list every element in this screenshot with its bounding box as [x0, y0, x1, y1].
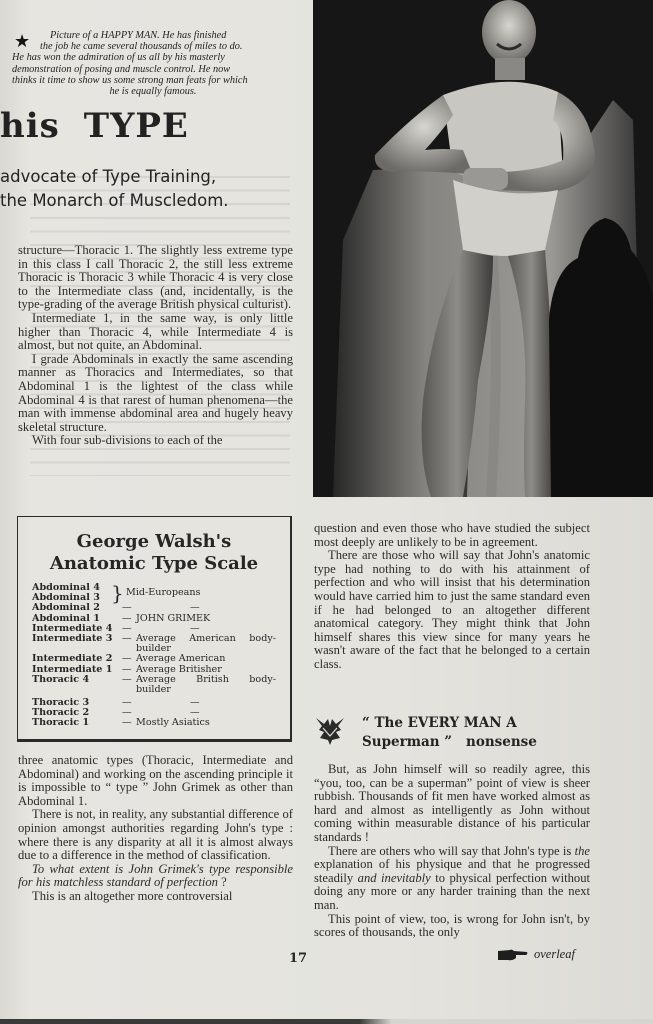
scale-label: Thoracic 4 — [32, 673, 90, 685]
scale-dash: — — [122, 653, 132, 665]
box-title — [18, 531, 290, 575]
question-mark: ? — [217, 875, 227, 890]
paragraph: With four sub-divisions to each of the — [32, 433, 223, 448]
scale-value: JOHN GRIMEK — [136, 612, 211, 624]
paragraph: question and even those who have studied the subject most deeply are unlikely to be in agreement. — [314, 521, 590, 549]
emphasis: the — [574, 843, 590, 858]
column-2-bottom — [314, 763, 590, 940]
scale-dash: — — [122, 602, 132, 614]
scale-row — [32, 718, 282, 728]
caption-line: the job he came several thousands of miles to do. — [40, 41, 243, 53]
anatomic-type-scale-box — [17, 516, 292, 742]
box-title-line-1: George Walsh's — [76, 531, 232, 552]
scale-dash: — — [122, 707, 132, 719]
scale-row — [32, 654, 282, 664]
scale-label: Thoracic 1 — [32, 717, 90, 729]
paragraph: This is an altogether more controversial — [32, 888, 233, 903]
scale-label: Abdominal 2 — [32, 602, 100, 614]
scale-value: — — [190, 697, 200, 709]
scale-dash: — — [122, 622, 132, 634]
caption-line: demonstration of posing and muscle control. He now — [12, 63, 231, 75]
scale-value: — — [190, 602, 200, 614]
emphasis: and inevitably — [357, 870, 431, 885]
paragraph: I grade Abdominals in exactly the same ascending manner as Thoracics and Intermediates, so that Abdominal 1 is the lightest of the class while Abdominal 4 is that rarest of human phenomena—the man with immense abdominal area and hugely heavy skeletal structure. — [18, 351, 293, 434]
scale-label: Abdominal 4 — [32, 582, 100, 593]
column-2-top — [314, 522, 590, 672]
text: to physical perfection without doing any more or any harder training than the next man. — [314, 870, 590, 912]
scale-value: Average American body-builder — [136, 632, 276, 655]
section-heading — [314, 712, 594, 756]
photo-caption — [12, 30, 294, 97]
scale-value: Mid-Europeans — [126, 587, 201, 598]
text: explanation of his physique and that he progressed steadily — [314, 857, 590, 885]
continued-overleaf[interactable] — [498, 947, 575, 962]
scale-row — [32, 675, 282, 695]
paragraph: There is not, in reality, any substantial difference of opinion amongst authorities regarding John's type : where there is any disparity at all it is almost always due to a difference in the method of classification. — [18, 807, 293, 863]
scale-dash: — — [122, 663, 132, 675]
caption-line: Picture of a HAPPY MAN. He has finished — [50, 30, 227, 41]
scale-label: Intermediate 3 — [32, 632, 113, 644]
section-heading-line-2 — [362, 733, 537, 752]
thistle-icon — [314, 716, 346, 746]
headline — [0, 106, 189, 146]
caption-line: He has won the admiration of us all by his masterly — [12, 52, 225, 64]
scale-label: Thoracic 3 — [32, 697, 90, 709]
scale-value: Average Britisher — [136, 663, 222, 675]
scale-value: Average American — [136, 653, 226, 665]
photo-illustration — [313, 0, 653, 497]
scale-dash: — — [122, 612, 132, 624]
scale-dash: — — [122, 673, 132, 685]
pointing-hand-icon — [498, 949, 528, 961]
star-icon: ★ — [14, 31, 31, 51]
page-bottom-edge — [0, 1019, 653, 1024]
text: There are others who will say that John's type is — [328, 843, 575, 858]
caption-line: he is equally famous. — [109, 86, 197, 98]
scale-value: Average British body-builder — [136, 673, 276, 695]
paragraph: There are those who will say that John's anatomic type had nothing to do with his attainment of perfection and who will insist that his determination would have carried him to just the same standard even if he had belonged to an altogether different anatomical category. They might think that John himself shares this view since for many years he wasn't aware of the fact that he belonged to a certain class. — [314, 548, 590, 671]
paragraph — [18, 863, 293, 890]
scale-table — [32, 583, 282, 729]
scale-value: — — [190, 622, 200, 634]
section-heading-line-1: “ The EVERY MAN A — [362, 715, 517, 731]
caption-line: thinks it time to show us some strong man feats for which — [12, 74, 248, 86]
headline-part-2: TYPE — [83, 106, 189, 146]
scale-label: Thoracic 2 — [32, 707, 90, 719]
scale-dash: — — [122, 697, 132, 709]
column-1-top — [18, 244, 293, 448]
photo-of-muscleman — [313, 0, 653, 497]
box-title-line-2: Anatomic Type Scale — [49, 553, 259, 574]
paragraph: But, as John himself will so readily agree, this “you, too, can be a superman” point of view is sheer rubbish. Thousands of fit men have worked almost as hard and almost as intelligently as John without coming within measurable distance of his particular standards ! — [314, 762, 590, 844]
scale-label: Abdominal 3 — [32, 592, 100, 604]
section-heading-superman: Superman ” — [362, 734, 453, 750]
overleaf-label: overleaf — [534, 947, 575, 961]
column-1-bottom — [18, 754, 293, 904]
page-number: 17 — [289, 951, 308, 966]
scale-value: Mostly Asiatics — [136, 717, 210, 729]
paragraph — [314, 845, 590, 913]
scale-value: — — [190, 707, 200, 719]
scale-label: Abdominal 1 — [32, 612, 100, 624]
subheadline — [0, 165, 229, 213]
subheadline-line-1: advocate of Type Training, — [0, 167, 217, 186]
scale-label: Intermediate 4 — [32, 622, 113, 634]
italic-question: To what extent is John Grimek's type responsible for his matchless standard of perfection — [18, 861, 293, 890]
scale-label: Intermediate 1 — [32, 663, 113, 675]
paragraph: This point of view, too, is wrong for John isn't, by scores of thousands, the only — [314, 911, 590, 940]
scale-dash: — — [122, 632, 132, 644]
paragraph: Intermediate 1, in the same way, is only little higher than Thoracic 4, while Intermediate 4 is almost, but not quite, an Abdominal. — [18, 310, 293, 353]
scale-label: Intermediate 2 — [32, 653, 113, 665]
scale-row — [32, 634, 282, 654]
scale-dash: — — [122, 717, 132, 729]
headline-part-1: his — [0, 106, 60, 146]
subheadline-line-2: the Monarch of Muscledom. — [0, 191, 229, 210]
section-heading-nonsense: nonsense — [466, 734, 537, 750]
paragraph: three anatomic types (Thoracic, Intermediate and Abdominal) and working on the ascending principle it is impossible to “ type ” John Grimek as other than Abdominal 1. — [18, 753, 293, 808]
brace-icon: } — [111, 581, 124, 605]
paragraph: structure—Thoracic 1. The slightly less extreme type in this class I call Thoracic 2, the still less extreme Thoracic is Thoracic 3 while Thoracic 4 is very close to the Intermediate class (and, incidentally, is the type-grading of the average British physical culturist). — [18, 243, 293, 312]
